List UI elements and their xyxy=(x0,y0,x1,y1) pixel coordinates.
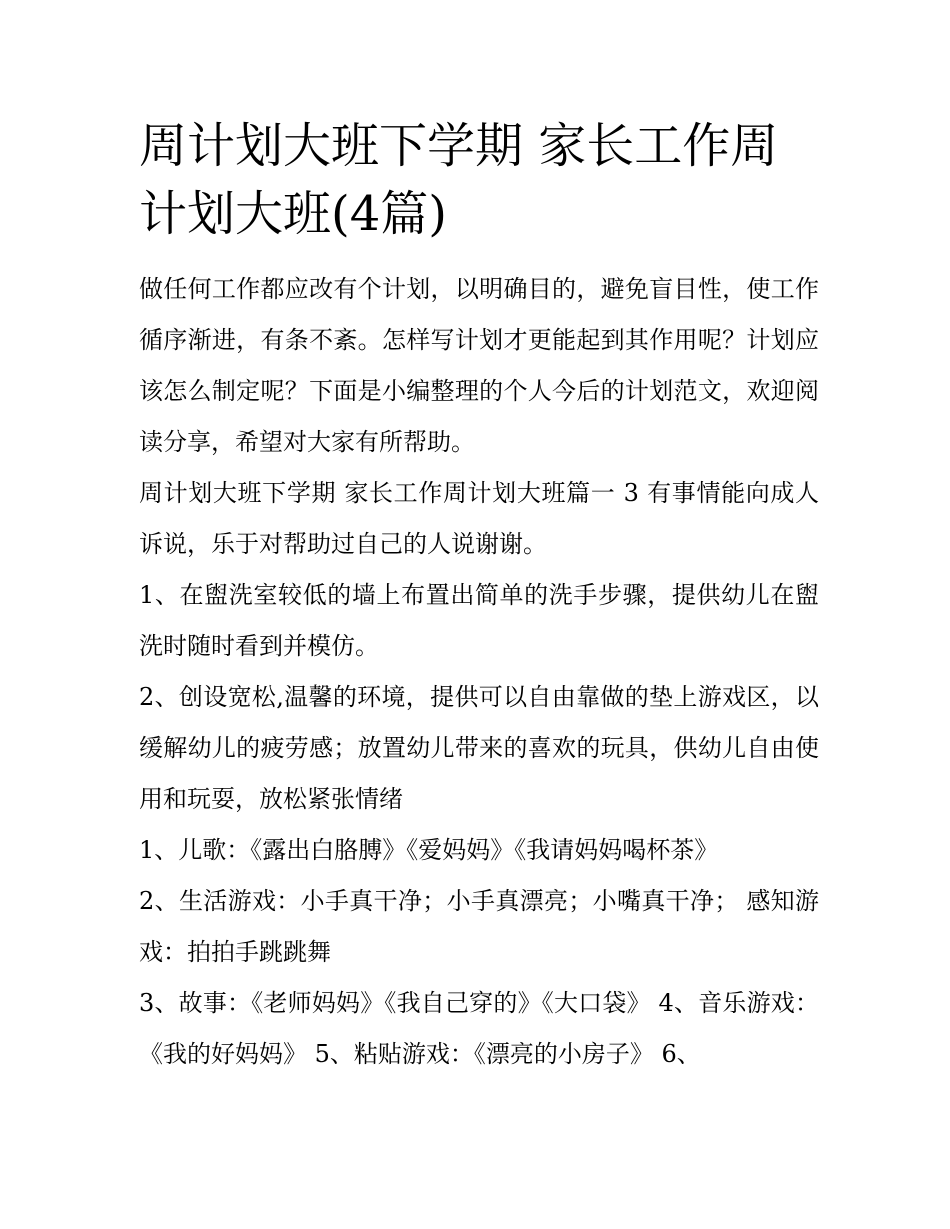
document-page xyxy=(139,112,819,1080)
paragraph-item-stories: 3、故事：《老师妈妈》《我自己穿的》《大口袋》 4、音乐游戏：《我的好妈妈》 5、粘贴游戏：《漂亮的小房子》 6、 xyxy=(139,989,819,1068)
paragraph-item-songs: 1、儿歌：《露出白胳膊》《爱妈妈》《我请妈妈喝杯茶》 xyxy=(139,836,719,864)
paragraph-item-washroom: 1、在盥洗室较低的墙上布置出简单的洗手步骤，提供幼儿在盥洗时随时看到并模仿。 xyxy=(139,581,819,660)
document-body xyxy=(139,264,819,1080)
paragraph-item-games: 2、生活游戏：小手真干净；小手真漂亮；小嘴真干净； 感知游戏：拍拍手跳跳舞 xyxy=(139,887,819,966)
paragraph-section-one: 周计划大班下学期 家长工作周计划大班篇一 3 有事情能向成人诉说，乐于对帮助过自己的人说谢谢。 xyxy=(139,479,819,558)
document-title: 周计划大班下学期 家长工作周计划大班(4篇) xyxy=(139,118,779,242)
paragraph-intro: 做任何工作都应改有个计划，以明确目的，避免盲目性，使工作循序渐进，有条不紊。怎样写计划才更能起到其作用呢？计划应该怎么制定呢？下面是小编整理的个人今后的计划范文，欢迎阅读分享，希望对大家有所帮助。 xyxy=(139,275,819,456)
paragraph-item-environment: 2、创设宽松,温馨的环境，提供可以自由靠做的垫上游戏区，以缓解幼儿的疲劳感；放置幼儿带来的喜欢的玩具，供幼儿自由使用和玩耍，放松紧张情绪 xyxy=(139,683,819,813)
